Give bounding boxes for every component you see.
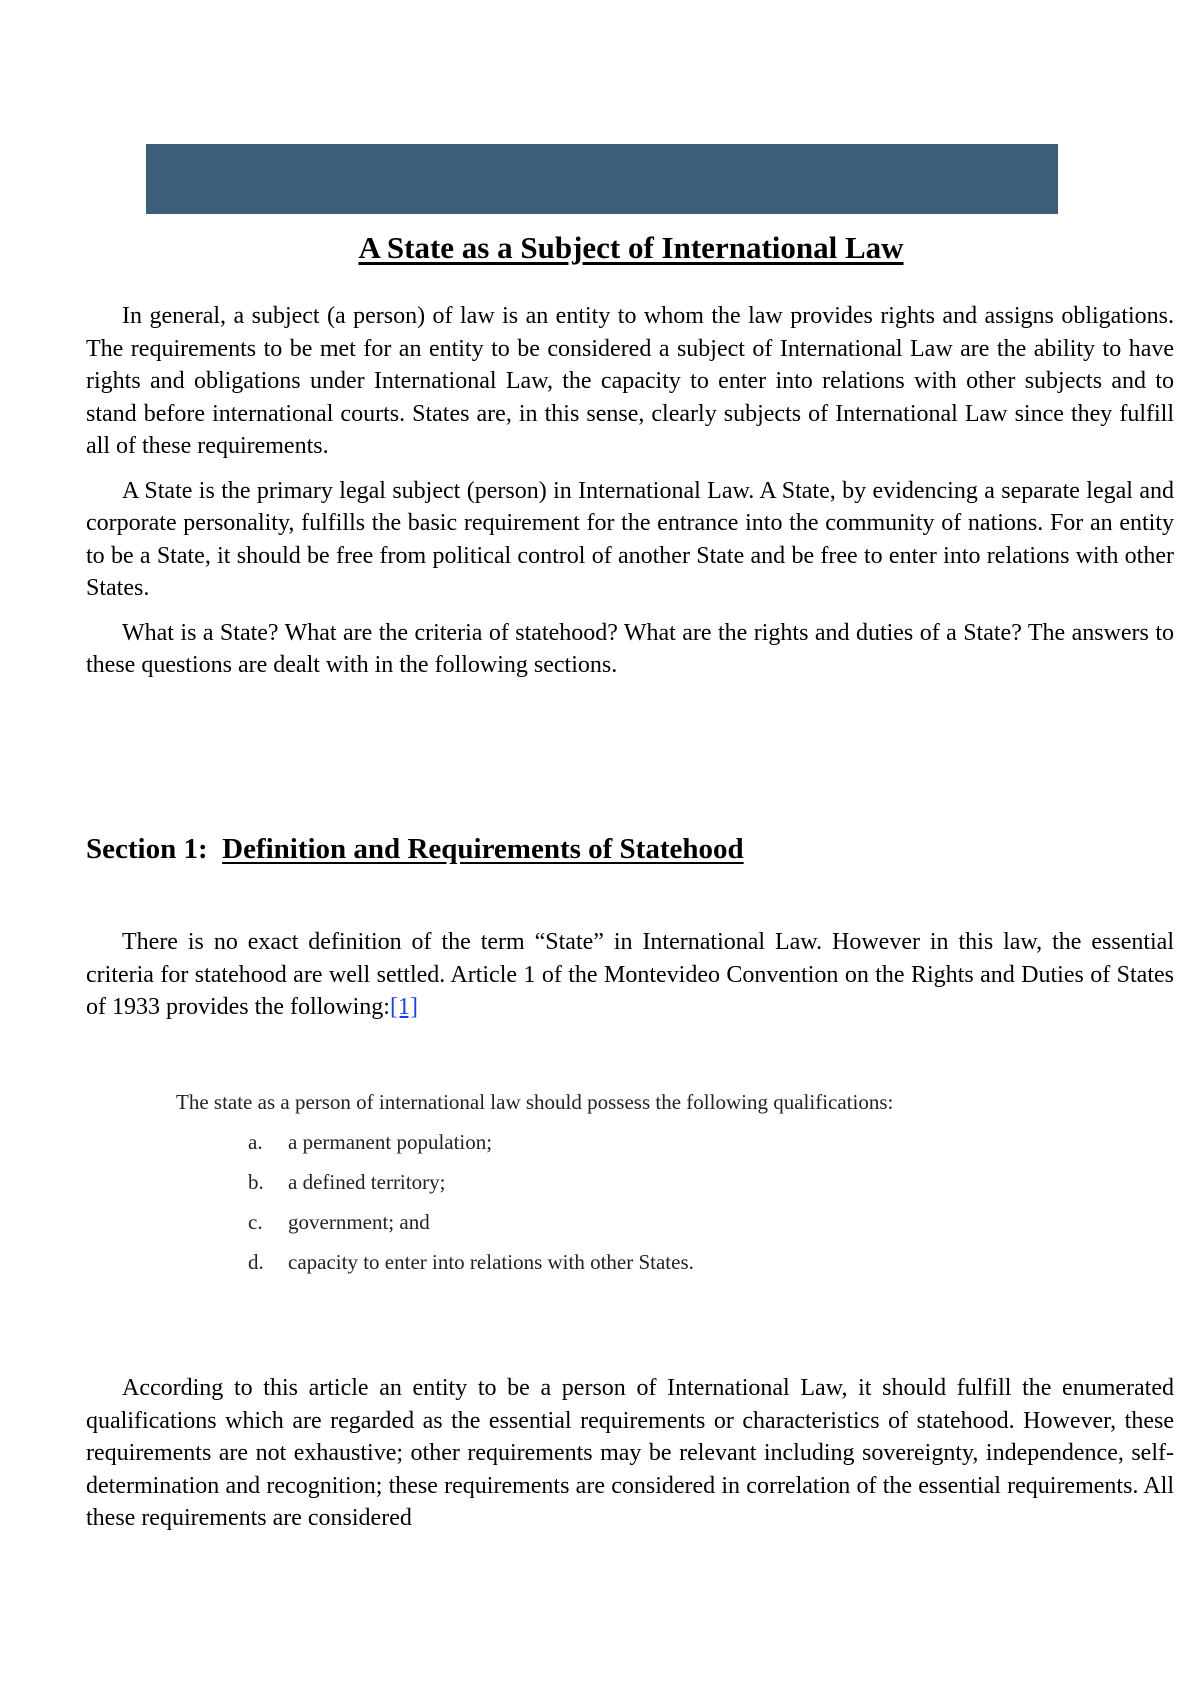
section-intro xyxy=(86,926,1174,1036)
section-title: Definition and Requirements of Statehood xyxy=(222,833,744,865)
section-paragraph-text: There is no exact definition of the term “State” in International Law. However in this law, the essential criteria for statehood are well settled. Article 1 of the Montevideo Convention on the Rights and Duties of States of 1933 provides the following: xyxy=(86,929,1174,1020)
list-item xyxy=(176,1242,936,1282)
section-paragraph xyxy=(86,926,1174,1024)
intro-paragraph: A State is the primary legal subject (person) in International Law. A State, by evidencing a separate legal and corporate personality, fulfills the basic requirement for the entrance into the community of nations. For an entity to be a State, it should be free from political control of another State and be free to enter into relations with other States. xyxy=(86,477,1174,601)
list-marker: d. xyxy=(248,1250,264,1274)
footnote-link[interactable]: [1] xyxy=(389,994,418,1020)
section-heading xyxy=(86,829,744,869)
block-quote xyxy=(176,1082,936,1282)
list-item-text: a permanent population; xyxy=(288,1130,493,1154)
list-marker: b. xyxy=(248,1170,264,1194)
list-item xyxy=(176,1162,936,1202)
list-item xyxy=(176,1122,936,1162)
header-banner xyxy=(146,144,1058,214)
intro-paragraph: What is a State? What are the criteria of statehood? What are the rights and duties of a State? The answers to these questions are dealt with in the following sections. xyxy=(86,619,1174,678)
quote-text: The state as a person of international law should possess the following qualifications: xyxy=(176,1090,894,1114)
list-marker: a. xyxy=(248,1130,263,1154)
list-item-text: a defined territory; xyxy=(288,1170,446,1194)
list-item-text: capacity to enter into relations with other States. xyxy=(288,1250,694,1274)
section-paragraph: According to this article an entity to be a person of International Law, it should fulfill the enumerated qualifications which are regarded as the essential requirements or characteristics of statehood. However, these requirements are not exhaustive; other requirements may be relevant including sovereignty, independence, self-determination and recognition; these requirements are considered in correlation of the essential requirements. All these requirements are considered xyxy=(86,1375,1174,1531)
list-marker: c. xyxy=(248,1210,263,1234)
intro-paragraph: In general, a subject (a person) of law is an entity to whom the law provides rights and assigns obligations. The requirements to be met for an entity to be considered a subject of International Law are the ability to have rights and obligations under International Law, the capacity to enter into relations with other subjects and to stand before international courts. States are, in this sense, clearly subjects of International Law since they fulfill all of these requirements. xyxy=(86,303,1174,459)
document-title: A State as a Subject of International Law xyxy=(358,230,904,265)
list-item xyxy=(176,1202,936,1242)
list-item-text: government; and xyxy=(288,1210,430,1234)
qualifications-list xyxy=(176,1122,936,1282)
section-body xyxy=(86,1372,1174,1547)
intro-section xyxy=(86,300,1174,694)
section-label: Section 1: xyxy=(86,833,208,865)
